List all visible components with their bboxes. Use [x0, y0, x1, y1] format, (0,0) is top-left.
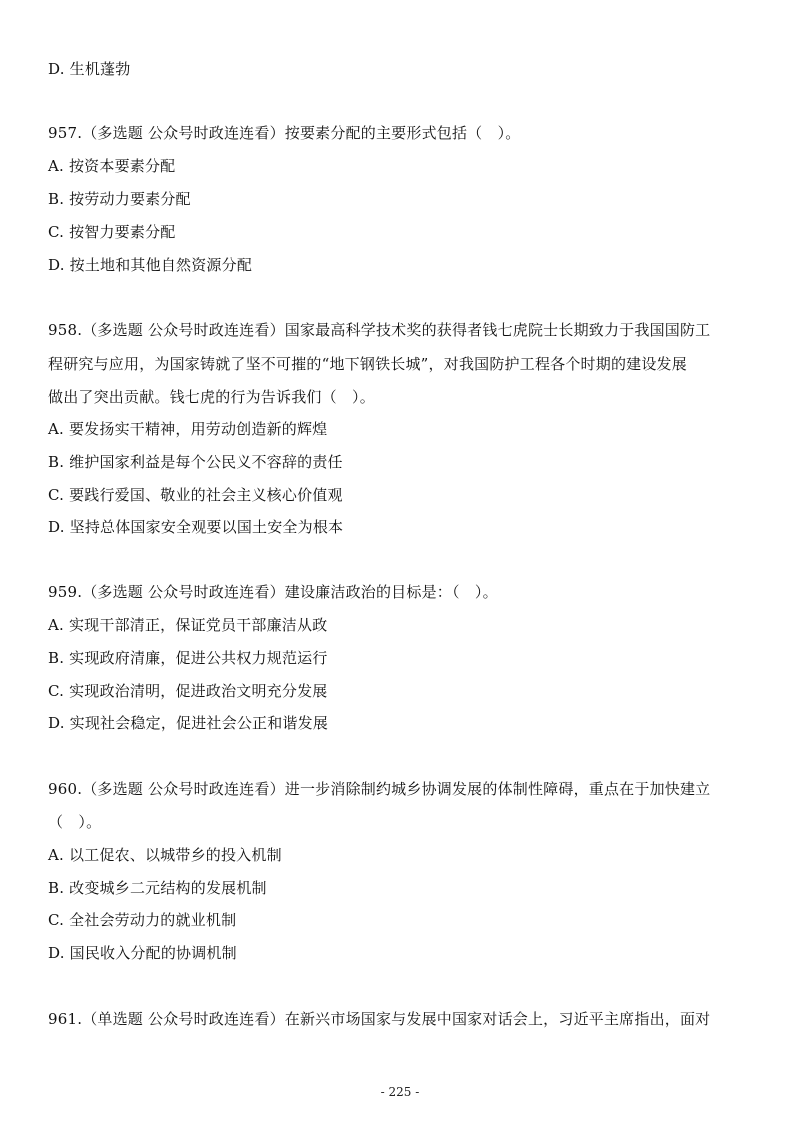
- question-959-option-b: B. 实现政府清廉，促进公共权力规范运行: [48, 649, 328, 667]
- question-960-option-b: B. 改变城乡二元结构的发展机制: [48, 879, 267, 897]
- question-960-option-a: A. 以工促农、以城带乡的投入机制: [48, 846, 282, 864]
- question-960-option-d: D. 国民收入分配的协调机制: [48, 944, 237, 962]
- option-d-prev: D. 生机蓬勃: [48, 60, 131, 78]
- question-957-option-d: D. 按土地和其他自然资源分配: [48, 256, 253, 274]
- question-960-stem-line-1: 960.（多选题 公众号时政连连看）进一步消除制约城乡协调发展的体制性障碍，重点在于加快建立: [48, 780, 711, 798]
- question-958-stem-line-3: 做出了突出贡献。钱七虎的行为告诉我们（ ）。: [48, 388, 375, 406]
- question-960-stem-line-2: （ ）。: [48, 813, 102, 831]
- question-961-stem-line-1: 961.（单选题 公众号时政连连看）在新兴市场国家与发展中国家对话会上，习近平主席指出，面对: [48, 1010, 711, 1028]
- question-958-option-d: D. 坚持总体国家安全观要以国土安全为根本: [48, 518, 344, 536]
- question-957-option-c: C. 按智力要素分配: [48, 223, 176, 241]
- question-957-stem: 957.（多选题 公众号时政连连看）按要素分配的主要形式包括（ ）。: [48, 124, 521, 142]
- question-957-option-a: A. 按资本要素分配: [48, 157, 176, 175]
- page-number: - 225 -: [380, 1085, 420, 1099]
- question-958-stem-line-1: 958.（多选题 公众号时政连连看）国家最高科学技术奖的获得者钱七虎院士长期致力于我国国防工: [48, 321, 711, 339]
- question-959-stem: 959.（多选题 公众号时政连连看）建设廉洁政治的目标是：（ ）。: [48, 583, 498, 601]
- question-957-option-b: B. 按劳动力要素分配: [48, 190, 191, 208]
- question-958-option-a: A. 要发扬实干精神，用劳动创造新的辉煌: [48, 420, 328, 438]
- question-958-stem-line-2: 程研究与应用，为国家铸就了坚不可摧的“地下钢铁长城”，对我国防护工程各个时期的建设发展: [48, 355, 687, 373]
- question-959-option-d: D. 实现社会稳定，促进社会公正和谐发展: [48, 714, 329, 732]
- question-958-option-c: C. 要践行爱国、敬业的社会主义核心价值观: [48, 486, 343, 504]
- question-959-option-a: A. 实现干部清正，保证党员干部廉洁从政: [48, 616, 328, 634]
- question-960-option-c: C. 全社会劳动力的就业机制: [48, 911, 237, 929]
- question-959-option-c: C. 实现政治清明，促进政治文明充分发展: [48, 682, 328, 700]
- question-958-option-b: B. 维护国家利益是每个公民义不容辞的责任: [48, 453, 343, 471]
